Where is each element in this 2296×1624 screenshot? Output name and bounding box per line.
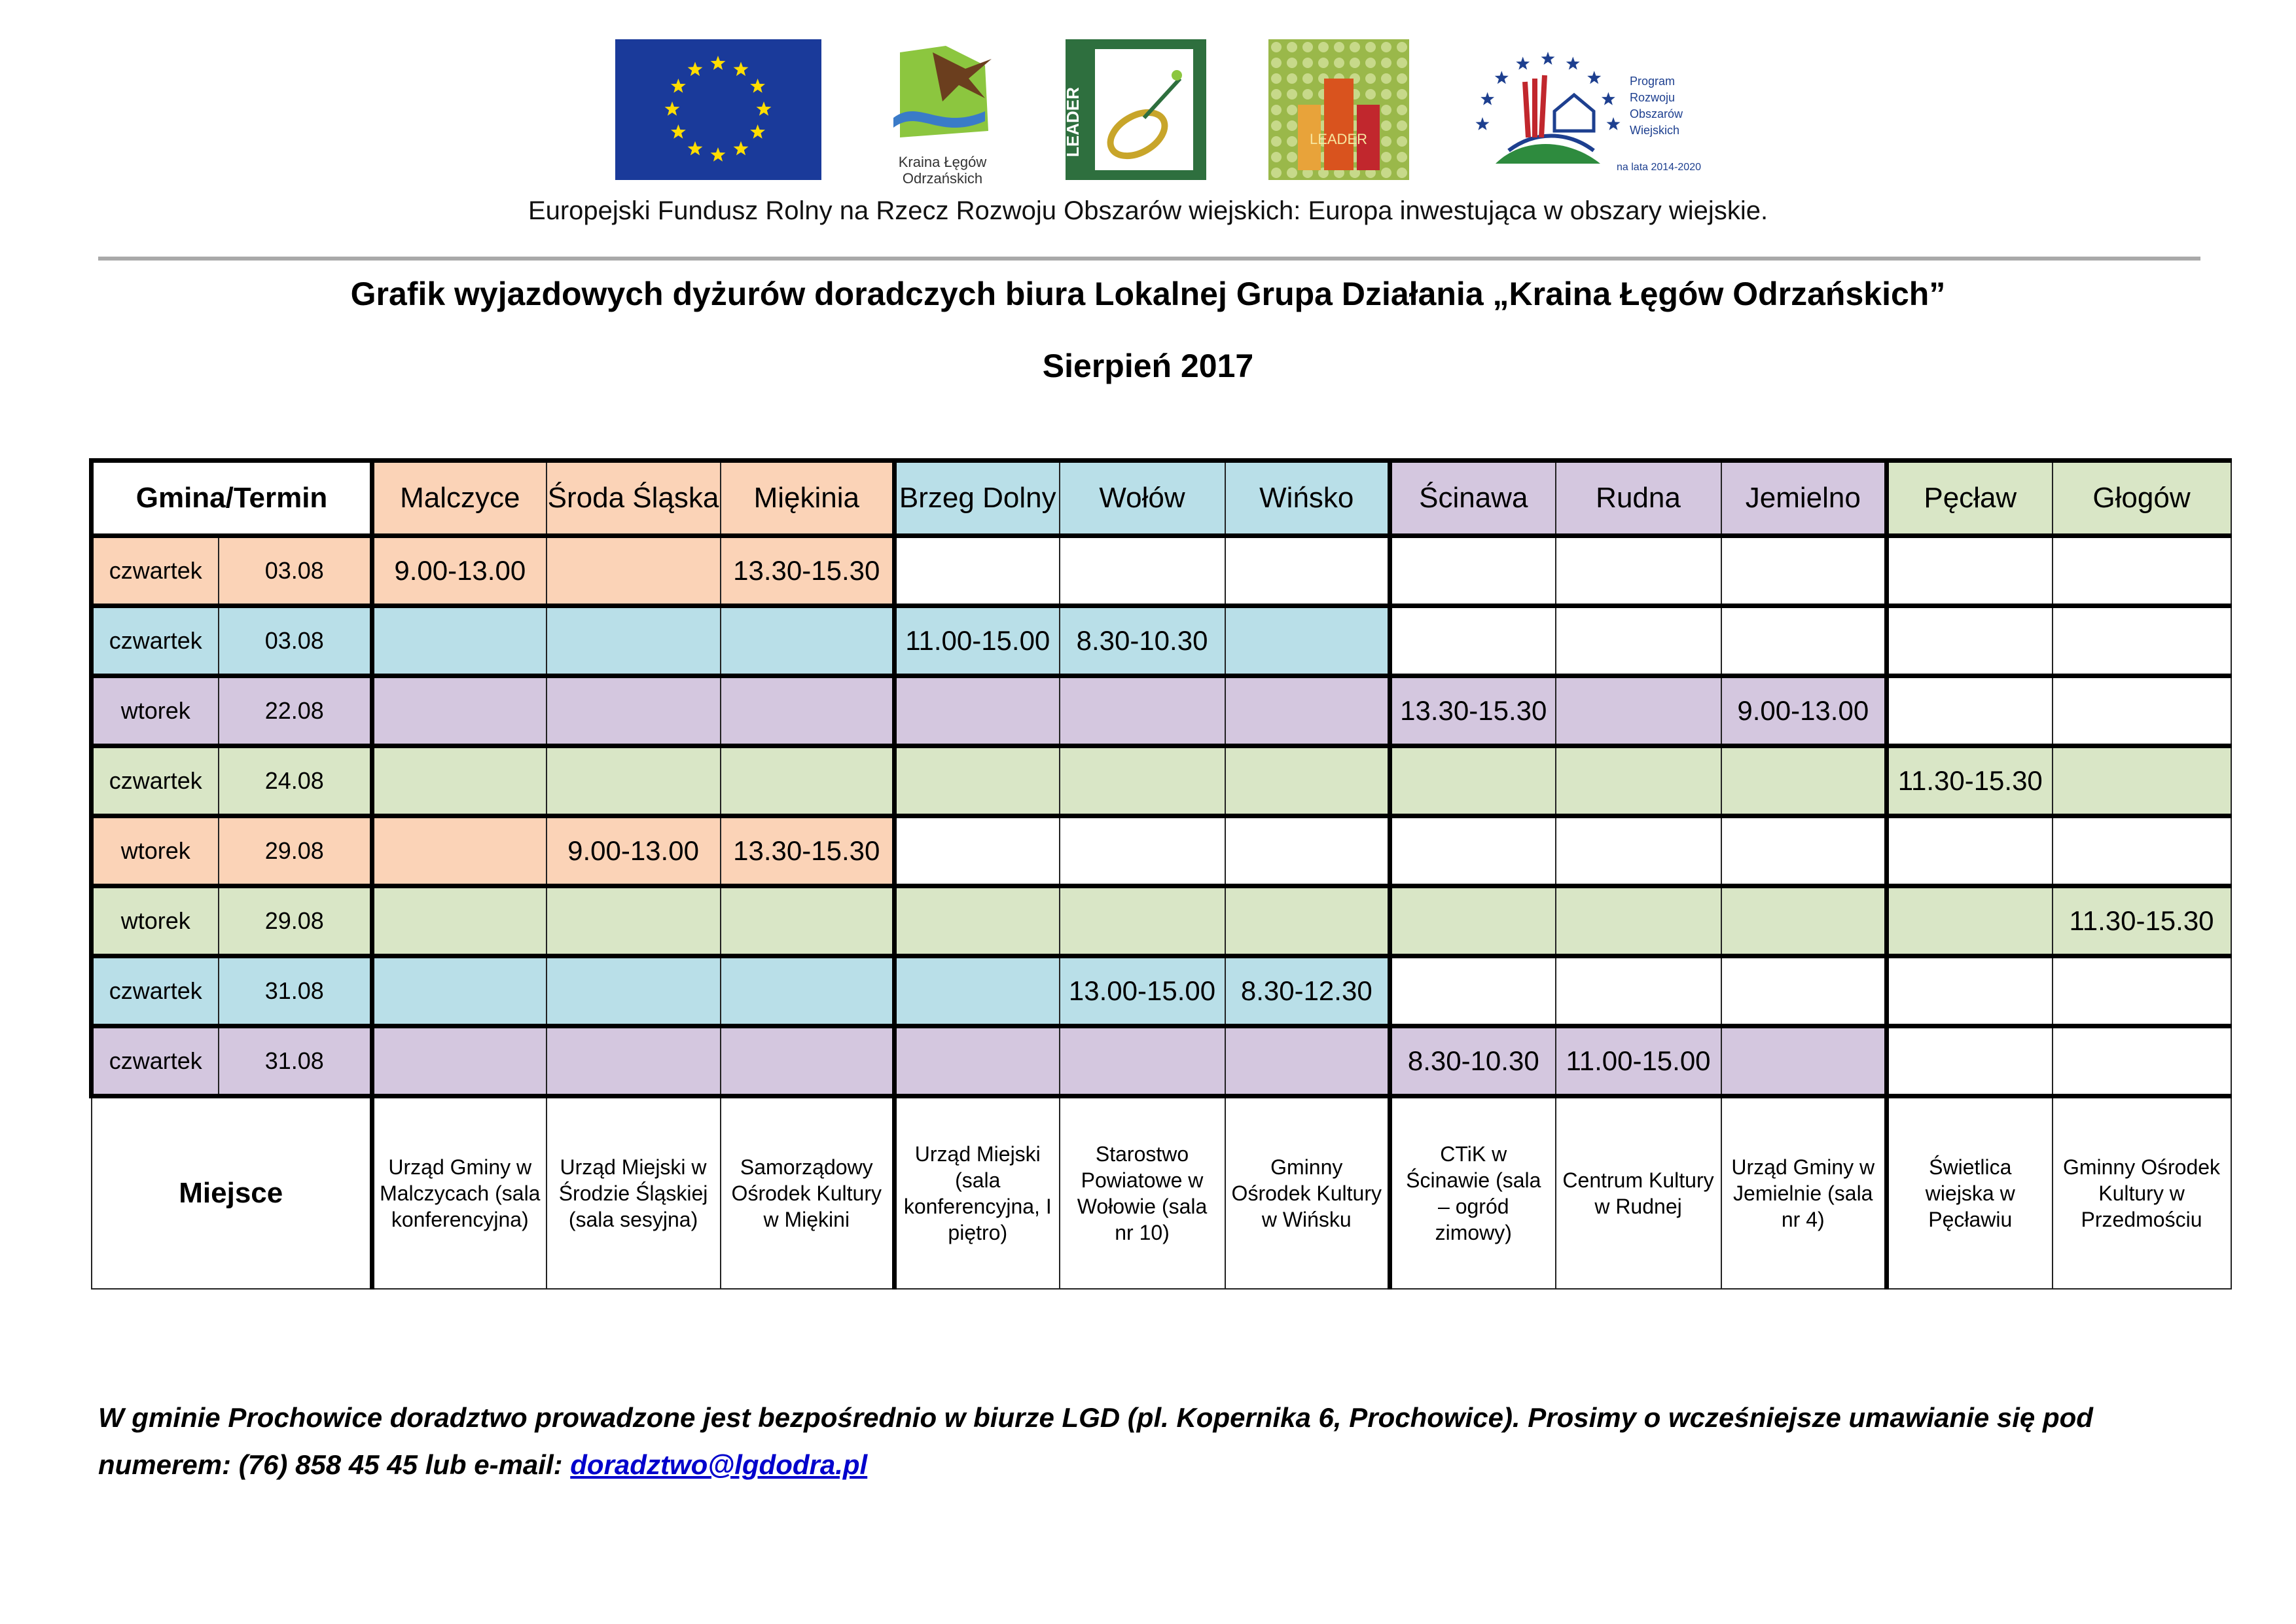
table-row	[92, 606, 2231, 676]
row-date: 24.08	[219, 746, 372, 816]
schedule-cell	[1060, 746, 1225, 816]
schedule-cell: 9.00-13.00	[1721, 676, 1887, 746]
prow-logo	[1469, 39, 1705, 180]
place-cell: Starostwo Powiatowe w Wołowie (sala nr 10)	[1060, 1096, 1225, 1290]
schedule-cell	[1060, 1026, 1225, 1096]
column-header-rudna: Rudna	[1556, 461, 1721, 536]
row-date: 03.08	[219, 536, 372, 606]
schedule-cell	[895, 676, 1060, 746]
schedule-cell	[372, 676, 547, 746]
page-subtitle: Sierpień 2017	[1042, 348, 1254, 384]
schedule-cell	[721, 886, 895, 956]
row-day: czwartek	[92, 956, 219, 1026]
schedule-cell	[372, 956, 547, 1026]
schedule-cell	[1887, 1026, 2053, 1096]
table-header-row	[92, 461, 2231, 536]
schedule-cell	[1060, 676, 1225, 746]
schedule-cell	[372, 746, 547, 816]
schedule-cell	[547, 956, 721, 1026]
page-title: Grafik wyjazdowych dyżurów doradczych biura Lokalnej Grupa Działania „Kraina Łęgów Odrzańskich”	[350, 276, 1946, 312]
row-date: 31.08	[219, 956, 372, 1026]
schedule-table	[89, 458, 2232, 1290]
schedule-cell: 8.30-10.30	[1390, 1026, 1556, 1096]
svg-text:LEADER: LEADER	[1063, 87, 1083, 157]
schedule-cell	[1390, 886, 1556, 956]
table-row	[92, 956, 2231, 1026]
schedule-cell	[372, 1026, 547, 1096]
svg-text:na lata 2014-2020: na lata 2014-2020	[1617, 162, 1701, 173]
table-row	[92, 536, 2231, 606]
schedule-cell	[1060, 536, 1225, 606]
leader-logo	[1063, 39, 1206, 180]
place-cell: Gminny Ośrodek Kultury w Wińsku	[1225, 1096, 1390, 1290]
schedule-cell	[547, 606, 721, 676]
schedule-cell	[1225, 1026, 1390, 1096]
schedule-cell	[1060, 816, 1225, 886]
column-header-jemielno: Jemielno	[1721, 461, 1887, 536]
schedule-cell	[1556, 816, 1721, 886]
table-row	[92, 886, 2231, 956]
table-row	[92, 746, 2231, 816]
schedule-cell: 11.30-15.30	[1887, 746, 2053, 816]
column-header-brzeg-dolny: Brzeg Dolny	[895, 461, 1060, 536]
schedule-cell: 11.30-15.30	[2053, 886, 2231, 956]
schedule-cell	[1556, 956, 1721, 1026]
place-row	[92, 1096, 2231, 1290]
schedule-cell	[2053, 536, 2231, 606]
schedule-cell	[1721, 746, 1887, 816]
schedule-cell: 11.00-15.00	[895, 606, 1060, 676]
schedule-cell	[2053, 606, 2231, 676]
svg-text:Kraina Łęgów: Kraina Łęgów	[898, 154, 987, 170]
schedule-cell	[895, 886, 1060, 956]
place-cell: Urząd Gminy w Malczycach (sala konferencyjna)	[372, 1096, 547, 1290]
column-header-miekinia: Miękinia	[721, 461, 895, 536]
column-header-glogow: Głogów	[2053, 461, 2231, 536]
schedule-cell	[2053, 676, 2231, 746]
schedule-cell	[547, 1026, 721, 1096]
schedule-cell	[1721, 886, 1887, 956]
schedule-cell	[721, 1026, 895, 1096]
schedule-cell	[372, 816, 547, 886]
table-row	[92, 676, 2231, 746]
schedule-cell	[895, 816, 1060, 886]
schedule-cell	[1390, 816, 1556, 886]
schedule-cell	[1887, 956, 2053, 1026]
logo-strip	[0, 39, 2296, 190]
schedule-cell	[1887, 816, 2053, 886]
row-date: 22.08	[219, 676, 372, 746]
svg-text:LEADER: LEADER	[1309, 131, 1368, 147]
svg-text:Rozwoju: Rozwoju	[1630, 91, 1676, 104]
schedule-cell	[1556, 536, 1721, 606]
row-date: 31.08	[219, 1026, 372, 1096]
schedule-cell	[1721, 1026, 1887, 1096]
schedule-cell	[2053, 746, 2231, 816]
schedule-cell	[1060, 886, 1225, 956]
place-cell: Gminny Ośrodek Kultury w Przedmościu	[2053, 1096, 2231, 1290]
program-caption: Europejski Fundusz Rolny na Rzecz Rozwoju Obszarów wiejskich: Europa inwestująca w obszary wiejskie.	[528, 196, 1768, 225]
footer-text: W gminie Prochowice doradztwo prowadzone jest bezpośrednio w biurze LGD (pl. Kopernika 6, Prochowice). Prosimy o wcześniejsze umawianie się pod numerem: (76) 858 45 45 lub e-mail:	[98, 1402, 2093, 1480]
schedule-cell	[1390, 746, 1556, 816]
schedule-cell	[1721, 956, 1887, 1026]
schedule-cell	[372, 606, 547, 676]
schedule-cell	[1390, 956, 1556, 1026]
row-day: wtorek	[92, 886, 219, 956]
svg-text:Odrzańskich: Odrzańskich	[902, 170, 983, 187]
schedule-cell	[721, 676, 895, 746]
schedule-cell	[895, 746, 1060, 816]
schedule-cell	[1721, 536, 1887, 606]
schedule-cell	[372, 886, 547, 956]
place-cell: Świetlica wiejska w Pęcławiu	[1887, 1096, 2053, 1290]
row-day: wtorek	[92, 676, 219, 746]
row-date: 29.08	[219, 886, 372, 956]
column-header-malczyce: Malczyce	[372, 461, 547, 536]
table-row	[92, 1026, 2231, 1096]
corner-header: Gmina/Termin	[92, 461, 372, 536]
schedule-cell	[2053, 816, 2231, 886]
schedule-cell	[1556, 746, 1721, 816]
schedule-cell	[895, 1026, 1060, 1096]
place-cell: Urząd Miejski (sala konferencyjna, I piętro)	[895, 1096, 1060, 1290]
schedule-cell	[1887, 536, 2053, 606]
schedule-cell: 13.00-15.00	[1060, 956, 1225, 1026]
schedule-cell	[1390, 606, 1556, 676]
schedule-cell	[895, 956, 1060, 1026]
place-cell: Centrum Kultury w Rudnej	[1556, 1096, 1721, 1290]
row-date: 29.08	[219, 816, 372, 886]
table-row	[92, 816, 2231, 886]
schedule-cell	[547, 676, 721, 746]
divider	[98, 257, 2200, 261]
place-label: Miejsce	[92, 1096, 372, 1290]
schedule-cell: 9.00-13.00	[372, 536, 547, 606]
column-header-winsko: Wińsko	[1225, 461, 1390, 536]
column-header-scinawa: Ścinawa	[1390, 461, 1556, 536]
schedule-cell	[547, 886, 721, 956]
row-date: 03.08	[219, 606, 372, 676]
column-header-sroda-slaska: Środa Śląska	[547, 461, 721, 536]
schedule-cell	[1887, 606, 2053, 676]
schedule-cell	[1225, 676, 1390, 746]
email-link[interactable]: doradztwo@lgdodra.pl	[570, 1449, 868, 1480]
table-body	[92, 536, 2231, 1290]
svg-text:Program: Program	[1630, 75, 1676, 88]
schedule-cell	[2053, 1026, 2231, 1096]
leader-mosaic-logo	[1268, 39, 1409, 180]
schedule-cell: 8.30-12.30	[1225, 956, 1390, 1026]
schedule-cell: 9.00-13.00	[547, 816, 721, 886]
schedule-cell	[1887, 676, 2053, 746]
schedule-cell	[721, 606, 895, 676]
schedule-cell	[721, 746, 895, 816]
schedule-cell	[1887, 886, 2053, 956]
schedule-cell: 8.30-10.30	[1060, 606, 1225, 676]
row-day: wtorek	[92, 816, 219, 886]
kraina-legow-logo	[887, 39, 998, 187]
eu-flag-icon	[615, 39, 821, 180]
row-day: czwartek	[92, 746, 219, 816]
place-cell: Urząd Miejski w Środzie Śląskiej (sala sesyjna)	[547, 1096, 721, 1290]
schedule-cell	[547, 536, 721, 606]
place-cell: Urząd Gminy w Jemielnie (sala nr 4)	[1721, 1096, 1887, 1290]
schedule-cell: 13.30-15.30	[721, 816, 895, 886]
schedule-cell	[895, 536, 1060, 606]
schedule-cell	[1225, 886, 1390, 956]
schedule-cell	[1225, 746, 1390, 816]
schedule-cell	[1556, 606, 1721, 676]
schedule-cell	[547, 746, 721, 816]
schedule-cell	[1556, 676, 1721, 746]
schedule-cell: 13.30-15.30	[1390, 676, 1556, 746]
row-day: czwartek	[92, 536, 219, 606]
schedule-cell	[721, 956, 895, 1026]
svg-text:Wiejskich: Wiejskich	[1630, 124, 1680, 137]
schedule-cell: 13.30-15.30	[721, 536, 895, 606]
schedule-cell	[1225, 606, 1390, 676]
column-header-wolow: Wołów	[1060, 461, 1225, 536]
schedule-cell	[1556, 886, 1721, 956]
schedule-cell	[1225, 816, 1390, 886]
schedule-cell	[1390, 536, 1556, 606]
svg-text:Obszarów: Obszarów	[1630, 107, 1683, 120]
schedule-cell	[1225, 536, 1390, 606]
footer-note	[98, 1394, 2206, 1489]
schedule-cell: 11.00-15.00	[1556, 1026, 1721, 1096]
schedule-cell	[1721, 606, 1887, 676]
row-day: czwartek	[92, 606, 219, 676]
schedule-cell	[1721, 816, 1887, 886]
place-cell: CTiK w Ścinawie (sala – ogród zimowy)	[1390, 1096, 1556, 1290]
column-header-peclaw: Pęcław	[1887, 461, 2053, 536]
place-cell: Samorządowy Ośrodek Kultury w Miękini	[721, 1096, 895, 1290]
row-day: czwartek	[92, 1026, 219, 1096]
schedule-cell	[2053, 956, 2231, 1026]
